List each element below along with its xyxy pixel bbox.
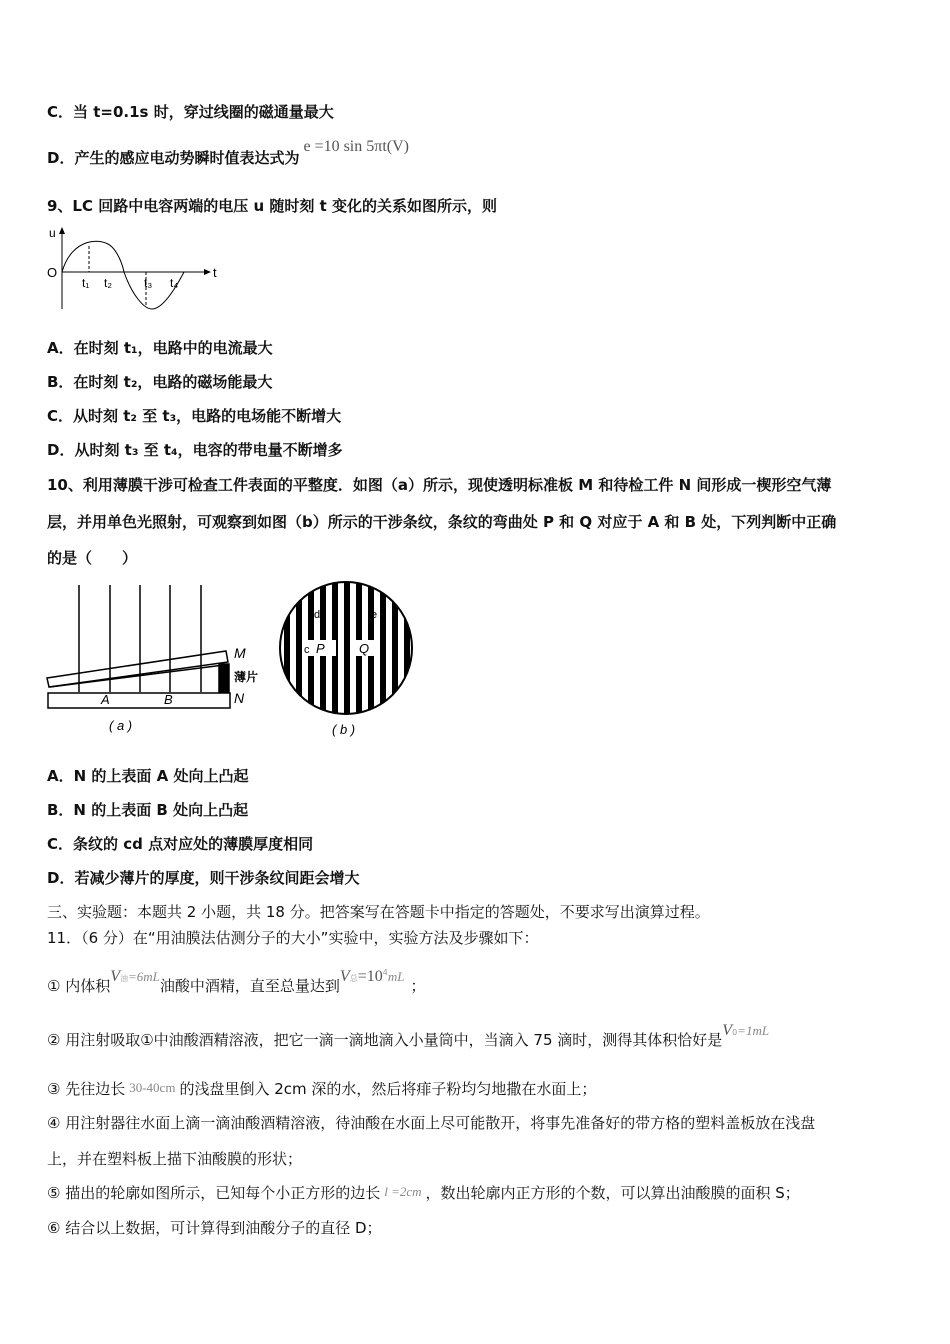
step2-text: ② 用注射吸取①中油酸酒精溶液，把它一滴一滴地滴入小量筒中，当滴入 75 滴时，测得其体积恰好是	[47, 1031, 723, 1049]
label-a: A	[101, 692, 110, 707]
step1-end: ；	[410, 977, 426, 995]
q10-figures	[44, 580, 424, 745]
label-shim: 薄片	[234, 670, 259, 684]
q9-stem: 9、LC 回路中电容两端的电压 u 随时刻 t 变化的关系如图所示，则	[47, 197, 497, 215]
tick-t2: t₂	[104, 276, 112, 290]
q8-d-formula: e =10 sin 5πt(V)	[303, 138, 409, 155]
q9-option-c: C．从时刻 t₂ 至 t₃，电路的电场能不断增大	[47, 407, 342, 425]
label-m: M	[234, 645, 246, 661]
tick-t1: t₁	[82, 276, 90, 290]
step5-text-a: ⑤ 描出的轮廓如图所示，已知每个小正方形的边长	[47, 1184, 381, 1202]
v-oil-sub: 油	[120, 974, 128, 983]
q10-stem-line1: 10、利用薄膜干涉可检查工件表面的平整度．如图（a）所示，现使透明标准板 M 和待检工件 N 间形成一楔形空气薄	[47, 476, 832, 494]
caption-a: ( a )	[109, 718, 133, 733]
q11-step1	[47, 968, 426, 999]
v-oil-symbol: V	[110, 968, 120, 985]
v0-symbol: V	[722, 1022, 733, 1039]
q9-option-d: D．从时刻 t₃ 至 t₄，电容的带电量不断增多	[47, 441, 343, 459]
v-oil-value: =6mL	[128, 969, 160, 984]
sine-curve	[62, 241, 184, 309]
q10-option-c: C．条纹的 cd 点对应处的薄膜厚度相同	[47, 835, 314, 853]
q11-step3	[47, 1079, 596, 1100]
tick-t3: t₃	[144, 276, 153, 290]
q9-option-b: B．在时刻 t₂，电路的磁场能最大	[47, 373, 273, 391]
label-d: d	[314, 609, 321, 621]
step5-text-b: ，数出轮廓内正方形的个数，可以算出油酸膜的面积 S；	[425, 1184, 800, 1202]
step1-text-b: 油酸中酒精，直至总量达到	[159, 977, 340, 995]
q11-step2	[47, 1022, 770, 1053]
step3-text-a: ③ 先往边长	[47, 1080, 126, 1098]
y-label: u	[49, 226, 56, 240]
v-total-sub: 总	[349, 974, 358, 983]
q8-option-d	[47, 138, 409, 169]
square-side: l =2cm	[384, 1184, 422, 1199]
q11-step4-line1: ④ 用注射器往水面上滴一滴油酸酒精溶液，待油酸在水面上尽可能散开，将事先准备好的带方格的塑料盖板放在浅盘	[47, 1114, 816, 1132]
step3-text-b: 的浅盘里倒入 2cm 深的水，然后将痱子粉均匀地撒在水面上；	[179, 1080, 597, 1098]
q8-option-c: C．当 t=0.1s 时，穿过线圈的磁通量最大	[47, 103, 334, 121]
q8-d-text: D．产生的感应电动势瞬时值表达式为	[47, 149, 300, 167]
v0-sub: 0	[732, 1028, 738, 1037]
q10-option-b: B．N 的上表面 B 处向上凸起	[47, 801, 249, 819]
q11-step6: ⑥ 结合以上数据，可计算得到油酸分子的直径 D；	[47, 1219, 382, 1237]
x-label: t	[213, 265, 217, 280]
x-arrow-icon	[204, 269, 211, 275]
q11-step4-line2: 上，并在塑料板上描下油酸膜的形状；	[47, 1150, 303, 1168]
step1-text-a: ① 内体积	[47, 977, 111, 995]
v-total-value: =10	[357, 968, 383, 985]
q11-stem: 11．（6 分）在“用油膜法估测分子的大小”实验中，实验方法及步骤如下：	[47, 929, 539, 947]
label-b: B	[164, 692, 173, 707]
q10-option-d: D．若减少薄片的厚度，则干涉条纹间距会增大	[47, 869, 360, 887]
figure-a	[47, 585, 230, 708]
q9-voltage-graph	[44, 225, 224, 310]
v-total-exp: 4	[382, 968, 388, 977]
q10-stem-line2: 层，并用单色光照射，可观察到如图（b）所示的干涉条纹，条纹的弯曲处 P 和 Q 对应于 A 和 B 处，下列判断中正确	[47, 513, 837, 531]
label-c: c	[304, 644, 310, 656]
label-e: e	[371, 609, 378, 621]
v0-value: =1mL	[737, 1023, 770, 1038]
v-total-symbol: V	[339, 968, 350, 985]
section-3-heading: 三、实验题：本题共 2 小题，共 18 分。把答案写在答题卡中指定的答题处，不要求写出演算过程。	[47, 903, 710, 921]
label-q: Q	[359, 641, 370, 656]
y-arrow-icon	[59, 227, 65, 234]
v-total-unit: mL	[387, 969, 405, 984]
q11-step5	[47, 1183, 800, 1204]
q10-option-a: A．N 的上表面 A 处向上凸起	[47, 767, 249, 785]
tick-t4: t₄	[170, 276, 179, 290]
q10-stem-line3: 的是（ ）	[47, 549, 138, 567]
label-p: P	[316, 641, 325, 656]
tray-size: 30-40cm	[129, 1080, 176, 1095]
label-n: N	[234, 690, 245, 706]
caption-b: ( b )	[332, 722, 356, 737]
origin-label: O	[47, 265, 58, 280]
q9-option-a: A．在时刻 t₁，电路中的电流最大	[47, 339, 273, 357]
